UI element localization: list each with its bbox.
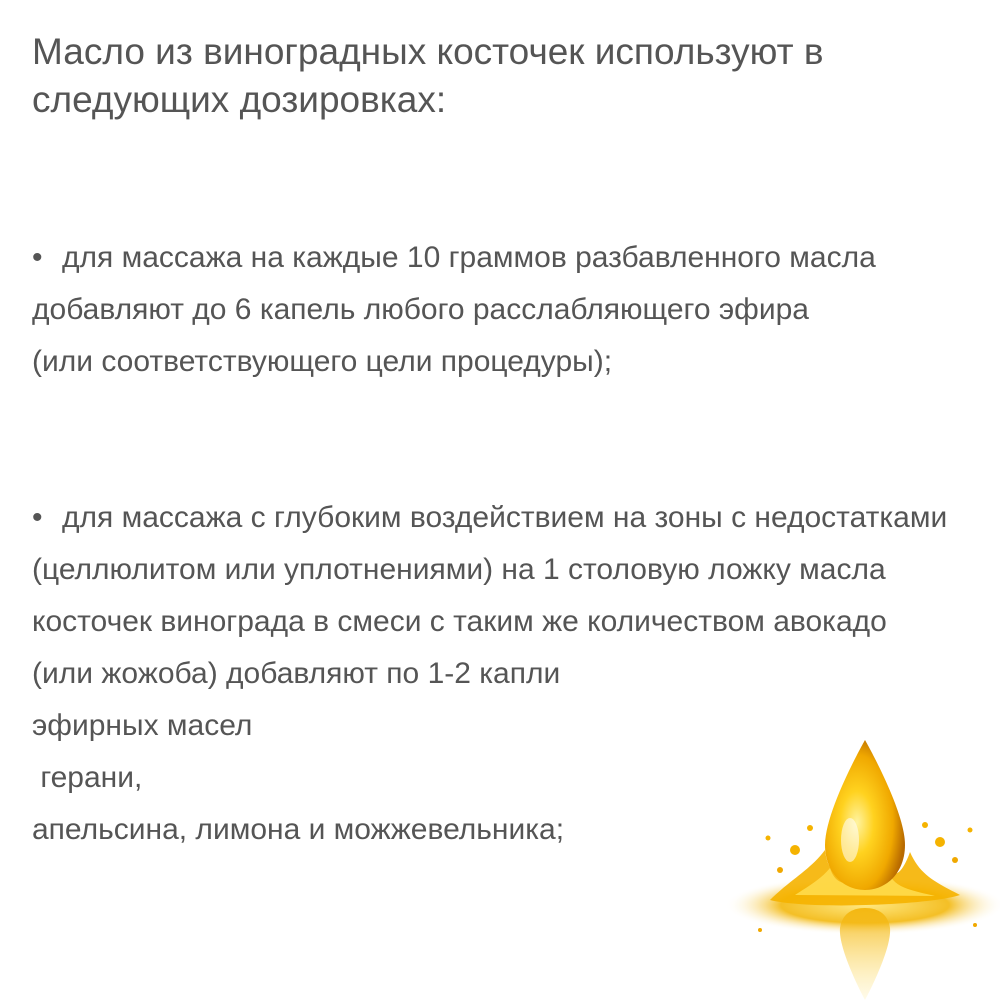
bullet-line: (или соответствующего цели процедуры); — [32, 345, 613, 378]
bullet-line: косточек винограда в смеси с таким же количеством авокадо — [32, 605, 887, 638]
bullet-mark: • — [32, 241, 43, 274]
bullet-line: эфирных масел — [32, 709, 253, 742]
bullet-line: апельсина, лимона и можжевельника; — [32, 813, 565, 846]
bullet-line-first — [32, 232, 992, 284]
bullet-line: (целлюлитом или уплотнениями) на 1 столовую ложку масла — [32, 553, 886, 586]
title-line-2: следующих дозировках: — [32, 79, 447, 120]
bullet-text: для массажа с глубоким воздействием на зоны с недостатками — [62, 501, 948, 534]
bullet-line: добавляют до 6 капель любого расслабляющего эфира — [32, 293, 809, 326]
bullet-line: (или жожоба) добавляют по 1-2 капли — [32, 657, 561, 690]
bullet-mark: • — [32, 501, 43, 534]
bullet-text: для массажа на каждые 10 граммов разбавленного масла — [62, 241, 876, 274]
page-title — [32, 28, 952, 124]
bullet-line: герани, — [32, 761, 143, 794]
bullet-line-first — [32, 492, 992, 544]
oil-drop-splash-icon — [700, 730, 1000, 1000]
title-line-1: Масло из виноградных косточек используют в — [32, 31, 824, 72]
bullet-item-massage — [32, 232, 992, 388]
